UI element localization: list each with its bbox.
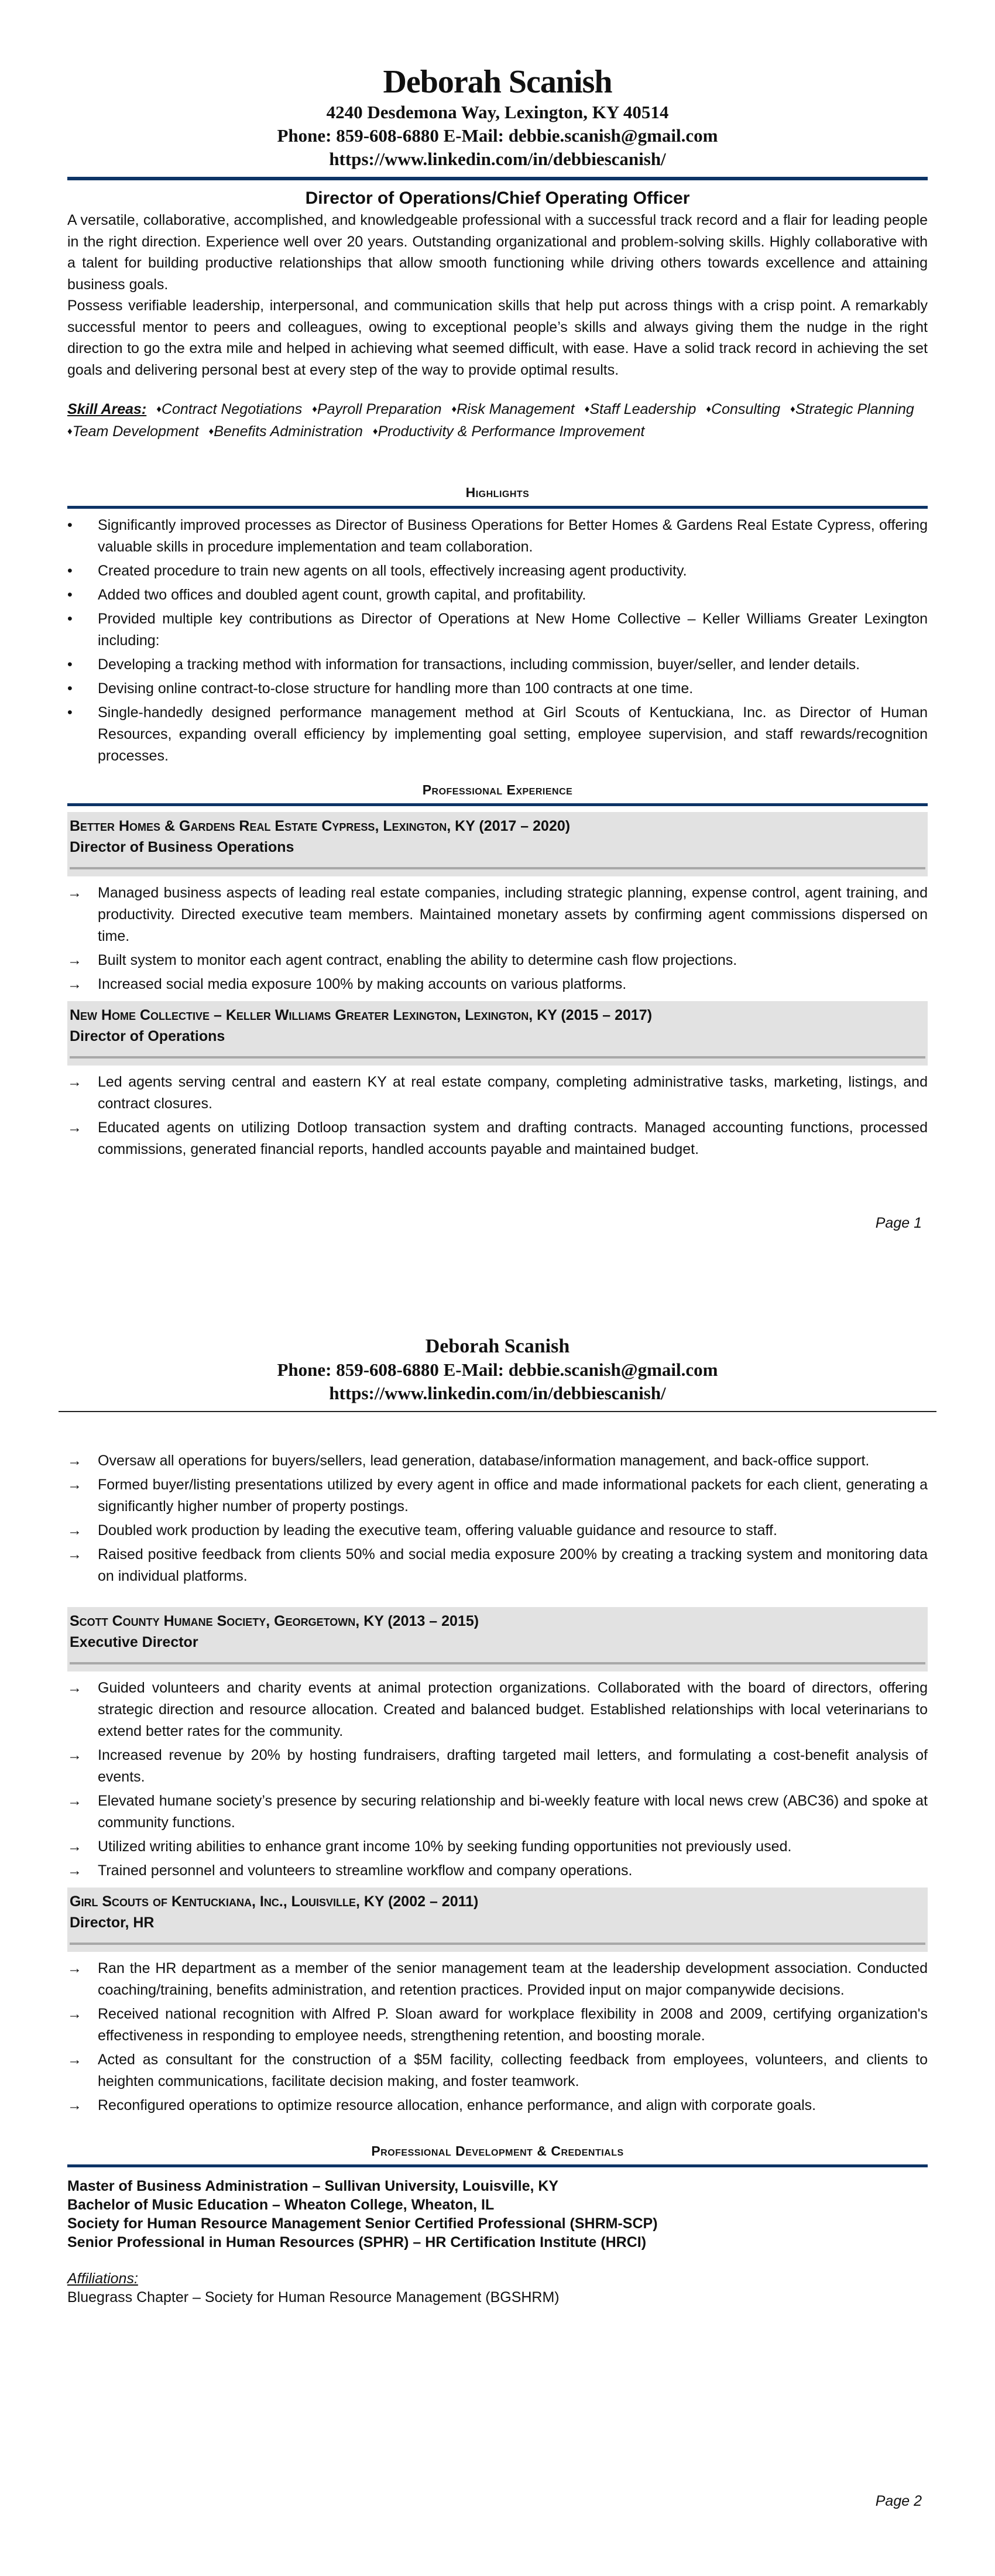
list-item: → Raised positive feedback from clients 50% and social media exposure 200% by creating a tracking system and monitoring data on individual platforms. bbox=[67, 1544, 928, 1587]
diamond-bullet-icon: ♦ bbox=[706, 403, 712, 415]
skill-item: ♦Contract Negotiations bbox=[156, 401, 303, 417]
list-item: → Managed business aspects of leading real estate companies, including strategic planning, expense control, agent training, and productivity. Directed executive team members. Maintained monetary assets by confirming agent commissions dispersed on time. bbox=[67, 882, 928, 947]
job-company: Scott County Humane Society, Georgetown, KY (2013 – 2015) bbox=[70, 1613, 479, 1629]
header-divider bbox=[67, 177, 928, 180]
job-header bbox=[67, 1607, 928, 1671]
job-company: Better Homes & Gardens Real Estate Cypress, Lexington, KY (2017 – 2020) bbox=[70, 818, 571, 834]
arrow-right-icon: → bbox=[67, 952, 82, 968]
list-item: → Trained personnel and volunteers to streamline workflow and company operations. bbox=[67, 1860, 928, 1882]
arrow-right-icon: → bbox=[67, 1074, 82, 1090]
skill-item: ♦Team Development bbox=[67, 423, 199, 440]
job-divider bbox=[70, 1943, 925, 1945]
list-item: • Added two offices and doubled agent count, growth capital, and profitability. bbox=[67, 584, 928, 606]
linkedin-link[interactable]: https://www.linkedin.com/in/debbiescanish/ bbox=[329, 149, 666, 169]
list-item: → Elevated humane society’s presence by securing relationship and bi-weekly feature with local news crew (ABC36) and spoke at community functions. bbox=[67, 1790, 928, 1834]
bullet-icon: • bbox=[67, 656, 73, 673]
list-item: → Reconfigured operations to optimize resource allocation, enhance performance, and align with corporate goals. bbox=[67, 2095, 928, 2116]
skill-areas bbox=[67, 398, 928, 443]
arrow-right-icon: → bbox=[67, 1546, 82, 1563]
experience-heading: Professional Experience bbox=[422, 782, 573, 797]
list-item: → Educated agents on utilizing Dotloop transaction system and drafting contracts. Managed accounting functions, processed commissions, generated financial reports, handled accounts payable and maintained budget. bbox=[67, 1117, 928, 1160]
arrow-right-icon: → bbox=[67, 2006, 82, 2022]
diamond-bullet-icon: ♦ bbox=[67, 426, 73, 437]
arrow-right-icon: → bbox=[67, 1960, 82, 1976]
summary-paragraph-1: A versatile, collaborative, accomplished, and knowledgeable professional with a successful track record and a flair for leading people in the right direction. Experience well over 20 years. Outstanding organizational and problem-solving skills. Highly collaborative with a talent for building productive relationships that allow smooth functioning while driving others towards excellence and attaining business goals. bbox=[67, 212, 928, 293]
list-item: • Created procedure to train new agents on all tools, effectively increasing agent productivity. bbox=[67, 560, 928, 582]
list-item: → Oversaw all operations for buyers/sellers, lead generation, database/information management, and back-office support. bbox=[67, 1450, 928, 1472]
bullet-icon: • bbox=[67, 611, 73, 627]
skill-item: ♦Productivity & Performance Improvement bbox=[372, 423, 645, 440]
credential-item: Senior Professional in Human Resources (SPHR) – HR Certification Institute (HRCI) bbox=[67, 2234, 647, 2250]
list-item: • Devising online contract-to-close structure for handling more than 100 contracts at one time. bbox=[67, 678, 928, 700]
job-header bbox=[67, 1888, 928, 1952]
job-divider bbox=[70, 867, 925, 869]
list-item: • Single-handedly designed performance management method at Girl Scouts of Kentuckiana, Inc. as Director of Human Resources, expanding overall efficiency by implementing goal setting, employee supervision, and staff rewards/recognition processes. bbox=[67, 702, 928, 767]
candidate-name: Deborah Scanish bbox=[383, 64, 612, 100]
diamond-bullet-icon: ♦ bbox=[156, 403, 162, 415]
job-role: Director of Business Operations bbox=[70, 839, 294, 855]
diamond-bullet-icon: ♦ bbox=[372, 426, 378, 437]
diamond-bullet-icon: ♦ bbox=[790, 403, 795, 415]
job-bullets bbox=[67, 1677, 928, 1882]
page-number: Page 1 bbox=[875, 1215, 922, 1231]
job-company: New Home Collective – Keller Williams Greater Lexington, Lexington, KY (2015 – 2017) bbox=[70, 1007, 653, 1023]
skill-item: ♦Staff Leadership bbox=[584, 401, 696, 417]
resume-page-2 bbox=[0, 1288, 995, 2576]
arrow-right-icon: → bbox=[67, 885, 82, 901]
job-bullets bbox=[67, 1958, 928, 2116]
candidate-name: Deborah Scanish bbox=[425, 1335, 570, 1357]
skill-item: ♦Consulting bbox=[706, 401, 781, 417]
affiliation-item: Bluegrass Chapter – Society for Human Resource Management (BGSHRM) bbox=[67, 2289, 560, 2306]
job-role: Executive Director bbox=[70, 1634, 198, 1650]
list-item: → Acted as consultant for the construction of a $5M facility, collecting feedback from employees, volunteers, and clients to heighten communications, facilitate decision making, and foster teamwork. bbox=[67, 2049, 928, 2092]
credentials-heading: Professional Development & Credentials bbox=[371, 2143, 624, 2159]
arrow-right-icon: → bbox=[67, 1119, 82, 1136]
arrow-right-icon: → bbox=[67, 1453, 82, 1469]
arrow-right-icon: → bbox=[67, 1522, 82, 1539]
job-divider bbox=[70, 1056, 925, 1059]
credential-item: Society for Human Resource Management Senior Certified Professional (SHRM-SCP) bbox=[67, 2215, 658, 2232]
job-bullets bbox=[67, 882, 928, 995]
contact-line: Phone: 859-608-6880 E-Mail: debbie.scanish@gmail.com bbox=[277, 1359, 718, 1380]
professional-title: Director of Operations/Chief Operating Officer bbox=[305, 189, 690, 208]
list-item: → Doubled work production by leading the executive team, offering valuable guidance and resource to staff. bbox=[67, 1520, 928, 1542]
list-item: → Increased revenue by 20% by hosting fundraisers, drafting targeted mail letters, and formulating a cost-benefit analysis of events. bbox=[67, 1745, 928, 1788]
list-item: → Led agents serving central and eastern KY at real estate company, completing administrative tasks, marketing, listings, and contract closures. bbox=[67, 1071, 928, 1115]
bullet-icon: • bbox=[67, 704, 73, 721]
arrow-right-icon: → bbox=[67, 1747, 82, 1763]
job-header bbox=[67, 812, 928, 876]
arrow-right-icon: → bbox=[67, 1793, 82, 1809]
job-bullets-continued bbox=[67, 1450, 928, 1587]
arrow-right-icon: → bbox=[67, 1838, 82, 1855]
arrow-right-icon: → bbox=[67, 976, 82, 992]
skill-item: ♦Payroll Preparation bbox=[312, 401, 442, 417]
highlights-list bbox=[67, 515, 928, 767]
credential-item: Bachelor of Music Education – Wheaton College, Wheaton, IL bbox=[67, 2197, 495, 2213]
list-item: → Formed buyer/listing presentations utilized by every agent in office and made informational packets for each client, generating a significantly higher number of property postings. bbox=[67, 1474, 928, 1517]
skill-item: ♦Risk Management bbox=[451, 401, 575, 417]
contact-line: Phone: 859-608-6880 E-Mail: debbie.scanish@gmail.com bbox=[277, 125, 718, 146]
bullet-icon: • bbox=[67, 517, 73, 533]
list-item: → Built system to monitor each agent contract, enabling the ability to determine cash flow projections. bbox=[67, 950, 928, 971]
skill-item: ♦Benefits Administration bbox=[208, 423, 363, 440]
bullet-icon: • bbox=[67, 587, 73, 603]
arrow-right-icon: → bbox=[67, 2097, 82, 2113]
address: 4240 Desdemona Way, Lexington, KY 40514 bbox=[326, 102, 669, 122]
diamond-bullet-icon: ♦ bbox=[208, 426, 214, 437]
summary-paragraph-2: Possess verifiable leadership, interpersonal, and communication skills that help put across things with a crisp point. A remarkably successful mentor to peers and colleagues, owing to exceptional people’s skills and always giving them the nudge in the right direction to go the extra mile and helped in achieving what seemed difficult, with ease. Have a solid track record in achieving the set goals and delivering personal best at every step of the way to provide optimal results. bbox=[67, 297, 928, 378]
diamond-bullet-icon: ♦ bbox=[584, 403, 590, 415]
skill-item: ♦Strategic Planning bbox=[790, 401, 914, 417]
list-item: → Guided volunteers and charity events at animal protection organizations. Collaborated with the board of directors, offering strategic direction and resource allocation. Created and balanced budget. Established relationships with local veterinarians to extend better rates for the community. bbox=[67, 1677, 928, 1742]
credential-item: Master of Business Administration – Sullivan University, Louisville, KY bbox=[67, 2178, 559, 2194]
job-bullets bbox=[67, 1071, 928, 1160]
arrow-right-icon: → bbox=[67, 1680, 82, 1696]
list-item: → Utilized writing abilities to enhance grant income 10% by seeking funding opportunities not previously used. bbox=[67, 1836, 928, 1858]
section-divider bbox=[67, 506, 928, 509]
arrow-right-icon: → bbox=[67, 1477, 82, 1493]
job-company: Girl Scouts of Kentuckiana, Inc., Louisville, KY (2002 – 2011) bbox=[70, 1893, 479, 1910]
list-item: • Significantly improved processes as Director of Business Operations for Better Homes & Gardens Real Estate Cypress, offering valuable skills in procedure implementation and team collaboration. bbox=[67, 515, 928, 558]
list-item: → Ran the HR department as a member of the senior management team at the leadership development association. Conducted coaching/training, benefits administration, and retention practices. Provided input on major companywide decisions. bbox=[67, 1958, 928, 2001]
section-divider bbox=[67, 803, 928, 806]
diamond-bullet-icon: ♦ bbox=[451, 403, 457, 415]
arrow-right-icon: → bbox=[67, 1862, 82, 1879]
highlights-heading: Highlights bbox=[465, 485, 530, 500]
bullet-icon: • bbox=[67, 563, 73, 579]
list-item: → Received national recognition with Alfred P. Sloan award for workplace flexibility in 2008 and 2009, certifying organization's effectiveness in responding to employee needs, strengthening retention, and boosting morale. bbox=[67, 2003, 928, 2047]
list-item: • Developing a tracking method with information for transactions, including commission, buyer/seller, and lender details. bbox=[67, 654, 928, 676]
affiliations-label: Affiliations: bbox=[67, 2270, 138, 2287]
diamond-bullet-icon: ♦ bbox=[312, 403, 317, 415]
linkedin-link[interactable]: https://www.linkedin.com/in/debbiescanish/ bbox=[329, 1383, 666, 1403]
bullet-icon: • bbox=[67, 680, 73, 697]
job-role: Director of Operations bbox=[70, 1028, 225, 1044]
job-role: Director, HR bbox=[70, 1914, 155, 1931]
job-divider bbox=[70, 1662, 925, 1664]
page-number: Page 2 bbox=[875, 2493, 922, 2509]
arrow-right-icon: → bbox=[67, 2051, 82, 2068]
skill-areas-label: Skill Areas: bbox=[67, 401, 147, 417]
job-header bbox=[67, 1001, 928, 1066]
list-item: • Provided multiple key contributions as Director of Operations at New Home Collective – Keller Williams Greater Lexington including: bbox=[67, 608, 928, 652]
list-item: → Increased social media exposure 100% by making accounts on various platforms. bbox=[67, 974, 928, 995]
